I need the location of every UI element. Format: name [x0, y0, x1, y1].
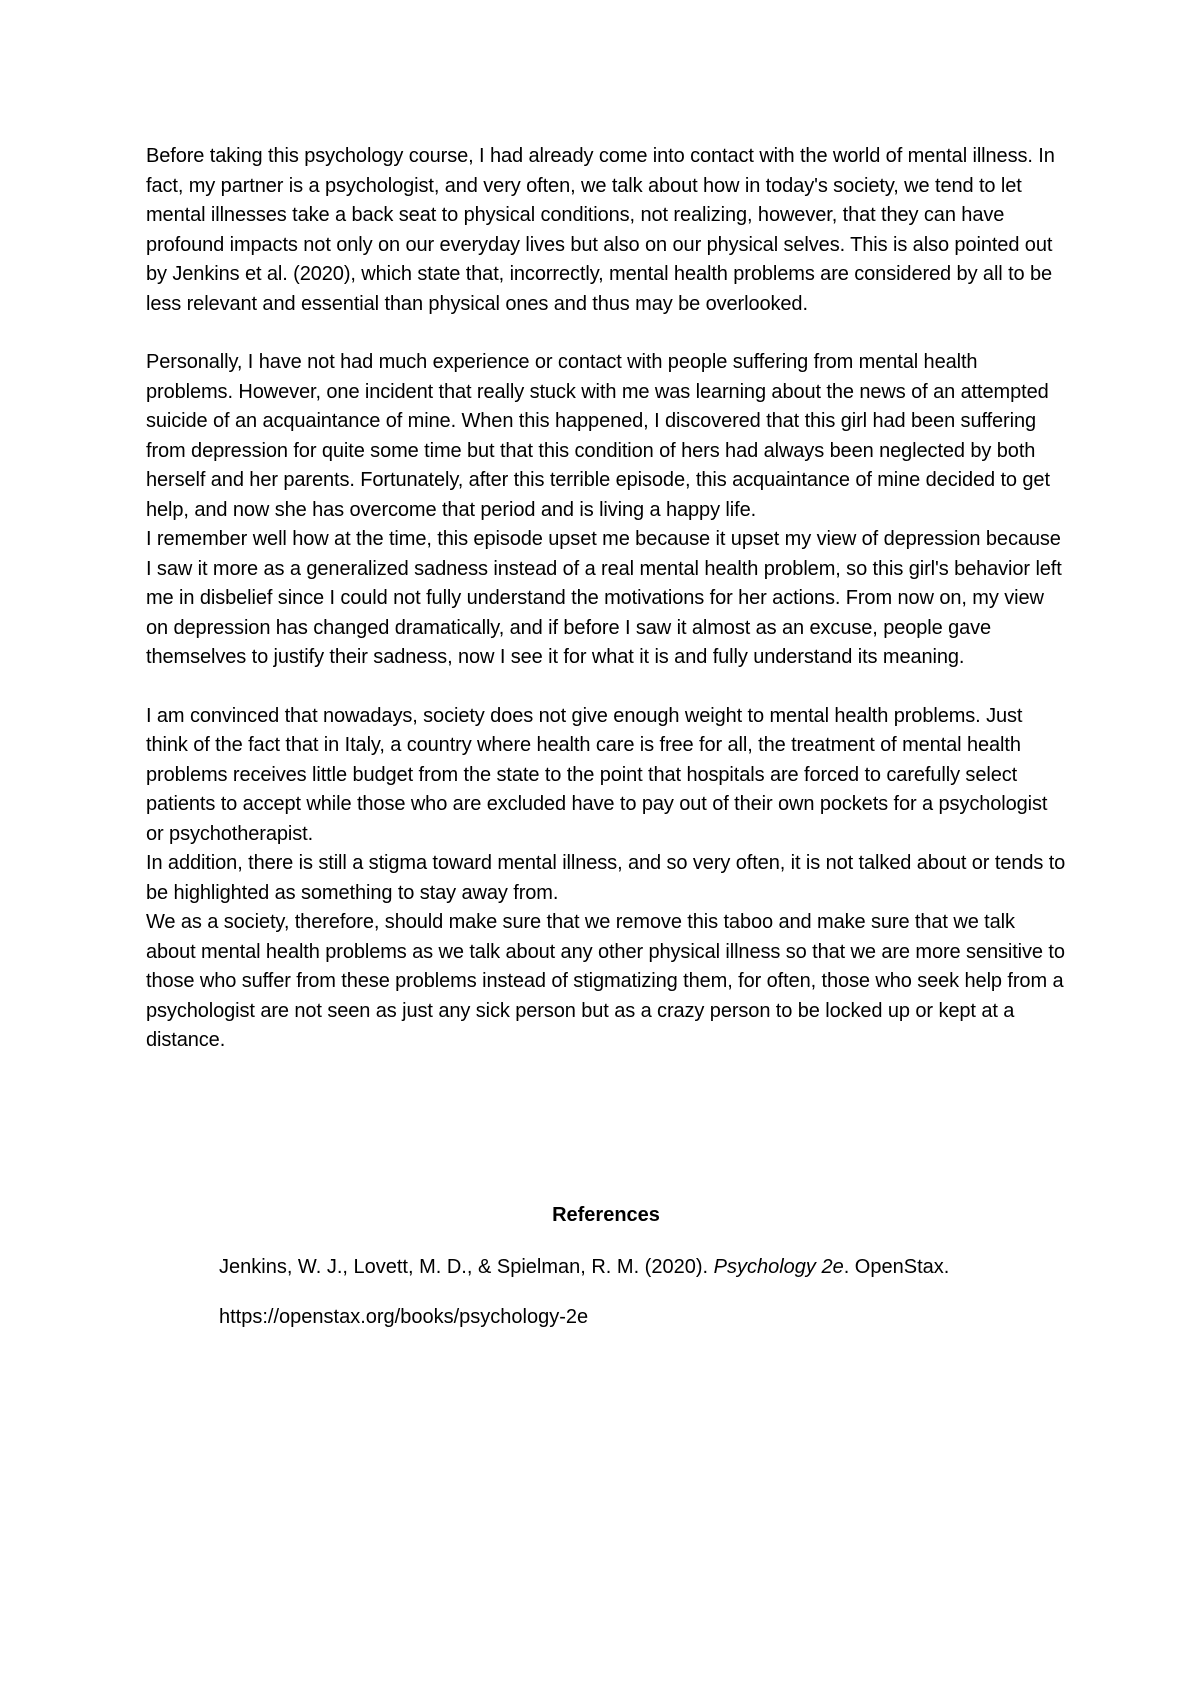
paragraph-1: Before taking this psychology course, I had already come into contact with the world of mental illness. In fact, my partner is a psychologist, and very often, we talk about how in today's society, we tend to let mental illnesses take a back seat to physical conditions, not realizing, however, that they can have profound impacts not only on our everyday lives but also on our physical selves. This is also pointed out by Jenkins et al. (2020), which state that, incorrectly, mental health problems are considered by all to be less relevant and essential than physical ones and thus may be overlooked.: [146, 145, 1055, 315]
paragraph-gap: [146, 673, 1066, 702]
references-heading: References: [552, 1204, 660, 1226]
document-page: [146, 142, 1066, 1328]
reference-authors: Jenkins, W. J., Lovett, M. D., & Spielman, R. M. (2020).: [219, 1256, 714, 1278]
reference-url[interactable]: https://openstax.org/books/psychology-2e: [219, 1306, 589, 1328]
paragraph-6: We as a society, therefore, should make sure that we remove this taboo and make sure that we talk about mental health problems as we talk about any other physical illness so that we are more sensitive to those who suffer from these problems instead of stigmatizing them, for often, those who seek help from a psychologist are not seen as just any sick person but as a crazy person to be locked up or kept at a distance.: [146, 911, 1065, 1051]
paragraph-gap: [146, 319, 1066, 348]
reference-publisher: . OpenStax.: [843, 1256, 950, 1278]
reference-entry: [219, 1256, 949, 1279]
reference-title: Psychology 2e: [713, 1256, 844, 1278]
paragraph-4: I am convinced that nowadays, society does not give enough weight to mental health problems. Just think of the fact that in Italy, a country where health care is free for all, the treatment of mental health problems receives little budget from the state to the point that hospitals are forced to carefully select patients to accept while those who are excluded have to pay out of their own pockets for a psychologist or psychotherapist.: [146, 704, 1048, 845]
paragraph-3: I remember well how at the time, this episode upset me because it upset my view of depression because I saw it more as a generalized sadness instead of a real mental health problem, so this girl's behavior left me in disbelief since I could not fully understand the motivations for her actions. From now on, my view on depression has changed dramatically, and if before I saw it almost as an excuse, people gave themselves to justify their sadness, now I see it for what it is and fully understand its meaning.: [146, 528, 1062, 668]
paragraph-5: In addition, there is still a stigma toward mental illness, and so very often, it is not talked about or tends to be highlighted as something to stay away from.: [146, 852, 1066, 904]
paragraph-2: Personally, I have not had much experience or contact with people suffering from mental health problems. However, one incident that really stuck with me was learning about the news of an attempted suicide of an acquaintance of mine. When this happened, I discovered that this girl had been suffering from depression for quite some time but that this condition of hers had always been neglected by both herself and her parents. Fortunately, after this terrible episode, this acquaintance of mine decided to get help, and now she has overcome that period and is living a happy life.: [146, 351, 1050, 521]
